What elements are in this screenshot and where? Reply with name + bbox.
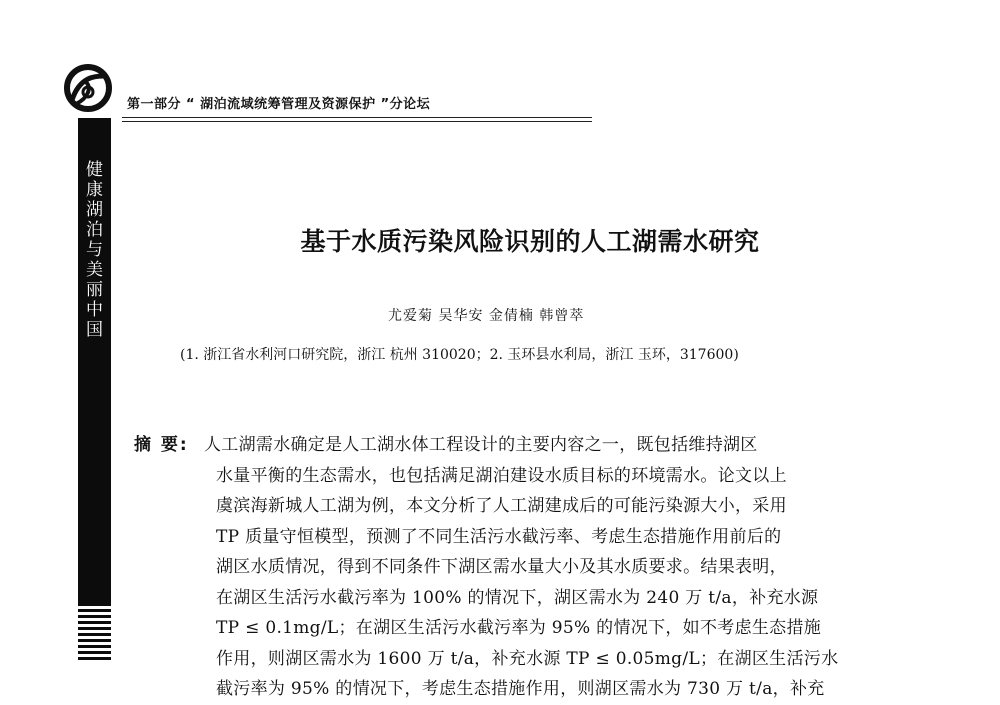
side-char: 中 xyxy=(86,300,103,320)
abstract-line: TP ≤ 0.1mg/L；在湖区生活污水截污率为 95% 的情况下，如不考虑生态措施 xyxy=(216,618,822,638)
abstract-line: 作用，则湖区需水为 1600 万 t/a，补充水源 TP ≤ 0.05mg/L；在湖区生活污水 xyxy=(216,648,839,669)
abstract-line: 湖区水质情况，得到不同条件下湖区需水量大小及其水质要求。结果表明， xyxy=(216,557,787,577)
abstract-label: 摘 要: xyxy=(134,435,189,455)
paper-affiliation: (1. 浙江省水利河口研究院，浙江 杭州 310020；2. 玉环县水利局，浙江 玉环，317600) xyxy=(180,347,739,363)
side-char: 丽 xyxy=(86,280,103,300)
abstract-line: 截污率为 95% 的情况下，考虑生态措施作用，则湖区需水为 730 万 t/a，补充 xyxy=(216,679,825,699)
side-char: 湖 xyxy=(86,200,103,220)
side-banner-fade xyxy=(78,603,111,663)
abstract-line: 水量平衡的生态需水，也包括满足湖泊建设水质目标的环境需水。论文以上 xyxy=(216,465,787,486)
section-header: 第一部分 “ 湖泊流域统筹管理及资源保护 ”分论坛 xyxy=(127,97,431,112)
side-char: 与 xyxy=(86,240,103,260)
abstract-line: 人工湖需水确定是人工湖水体工程设计的主要内容之一，既包括维持湖区 xyxy=(204,435,758,455)
side-char: 国 xyxy=(86,320,103,340)
paper-title: 基于水质污染风险识别的人工湖需水研究 xyxy=(300,227,760,256)
header-rule-secondary xyxy=(122,121,592,122)
abstract-line: TP 质量守恒模型，预测了不同生活污水截污率、考虑生态措施作用前后的 xyxy=(216,526,782,547)
double-spiral-emblem-icon xyxy=(62,62,114,114)
side-char: 康 xyxy=(86,180,103,200)
side-banner xyxy=(78,118,111,663)
abstract-line: 虞滨海新城人工湖为例，本文分析了人工湖建成后的可能污染源大小，采用 xyxy=(216,496,787,516)
abstract-body xyxy=(204,430,912,705)
side-char: 泊 xyxy=(86,220,103,240)
header-rule xyxy=(122,117,592,118)
side-char: 健 xyxy=(86,160,103,180)
side-char: 美 xyxy=(86,260,103,280)
abstract-line: 在湖区生活污水截污率为 100% 的情况下，湖区需水为 240 万 t/a，补充水源 xyxy=(216,587,819,608)
paper-authors: 尤爱菊 吴华安 金倩楠 韩曾萃 xyxy=(388,308,585,324)
